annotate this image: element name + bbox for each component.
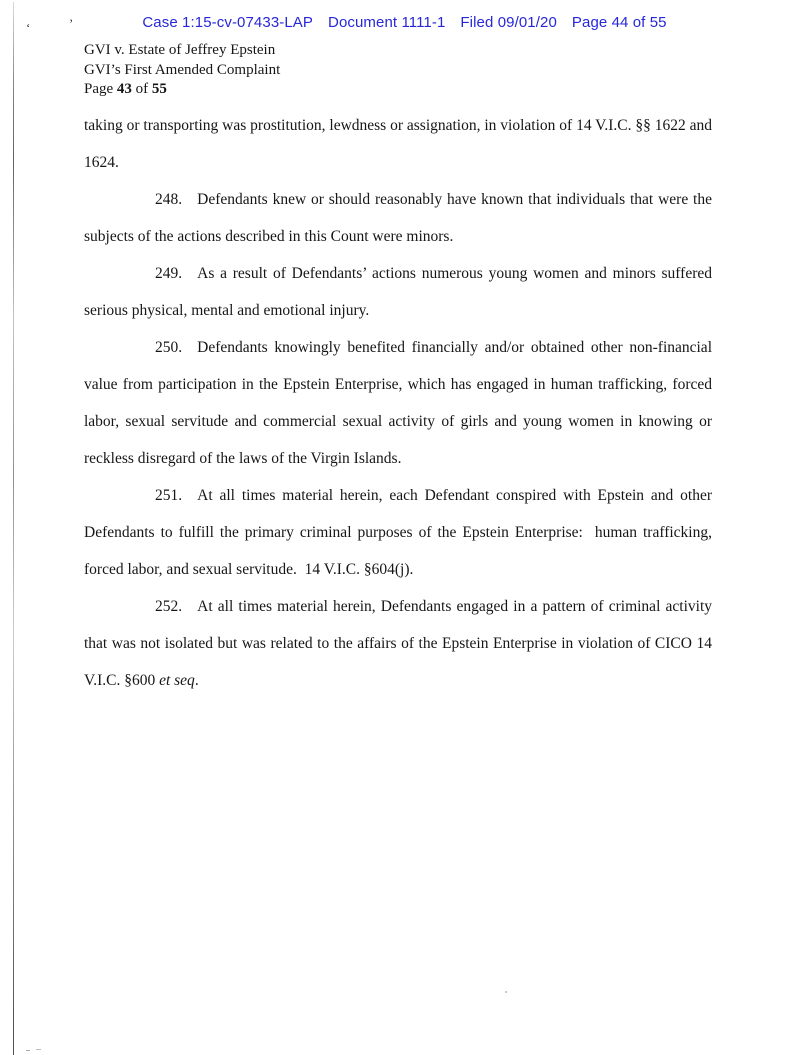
paragraph-text-suffix: . (194, 672, 199, 689)
paragraph-continuation (84, 107, 712, 181)
document-body (84, 107, 712, 699)
caption-page-line (84, 80, 280, 100)
stamp-document-number: Document 1111-1 (328, 14, 446, 31)
stamp-filed-date: Filed 09/01/20 (460, 14, 557, 31)
paragraph-248 (84, 181, 712, 255)
paragraph-number: 248. (155, 191, 183, 208)
paragraph-italic-citation: et seq (159, 672, 195, 689)
court-filing-stamp (0, 14, 809, 31)
stray-mark-right: ’ (69, 16, 74, 31)
caption-page-label: Page (84, 81, 117, 97)
stray-mark-left: ‘ (26, 20, 31, 35)
paragraph-text: Defendants knew or should reasonably have known that individuals that were the subjects of the actions described in this Count were minors. (84, 191, 712, 245)
paragraph-250 (84, 329, 712, 477)
paragraph-number: 252. (155, 598, 183, 615)
caption-total-pages: 55 (151, 81, 167, 97)
dust-speck (36, 1049, 41, 1050)
paragraph-text: At all times material herein, each Defendant conspired with Epstein and other Defendants to fulfill the primary criminal purposes of the Epstein Enterprise: human trafficking, forced labor, and sexual servitude. 14 V.I.C. §604(j). (84, 487, 712, 578)
caption-of-label: of (131, 81, 152, 97)
case-caption (84, 41, 280, 100)
dust-speck (505, 991, 507, 993)
dust-speck (26, 1050, 30, 1051)
paragraph-text: Defendants knowingly benefited financially and/or obtained other non-financial value from participation in the Epstein Enterprise, which has engaged in human trafficking, forced labor, sexual servitude and commercial sexual activity of girls and young women in knowing or reckless disregard of the laws of the Virgin Islands. (84, 339, 712, 467)
caption-page-number: 43 (116, 81, 132, 97)
paragraph-number: 249. (155, 265, 183, 282)
caption-document-title: GVI’s First Amended Complaint (84, 61, 281, 78)
stamp-page-number: Page 44 of 55 (571, 14, 667, 31)
paragraph-number: 251. (155, 487, 183, 504)
paragraph-number: 250. (155, 339, 183, 356)
paragraph-text: As a result of Defendants’ actions numerous young women and minors suffered serious physical, mental and emotional injury. (84, 265, 712, 319)
paragraph-249 (84, 255, 712, 329)
stamp-case-number: Case 1:15-cv-07433-LAP (142, 14, 314, 31)
paragraph-251 (84, 477, 712, 588)
paragraph-text: taking or transporting was prostitution, lewdness or assignation, in violation of 14 V.I.C. §§ 1622 and 1624. (84, 117, 712, 171)
caption-case-name: GVI v. Estate of Jeffrey Epstein (84, 42, 276, 58)
scan-line-artifact (13, 2, 14, 1055)
paragraph-text: At all times material herein, Defendants engaged in a pattern of criminal activity that was not isolated but was related to the affairs of the Epstein Enterprise in violation of CICO 14 V.I.C. §600 (84, 598, 712, 689)
paragraph-252 (84, 588, 712, 699)
